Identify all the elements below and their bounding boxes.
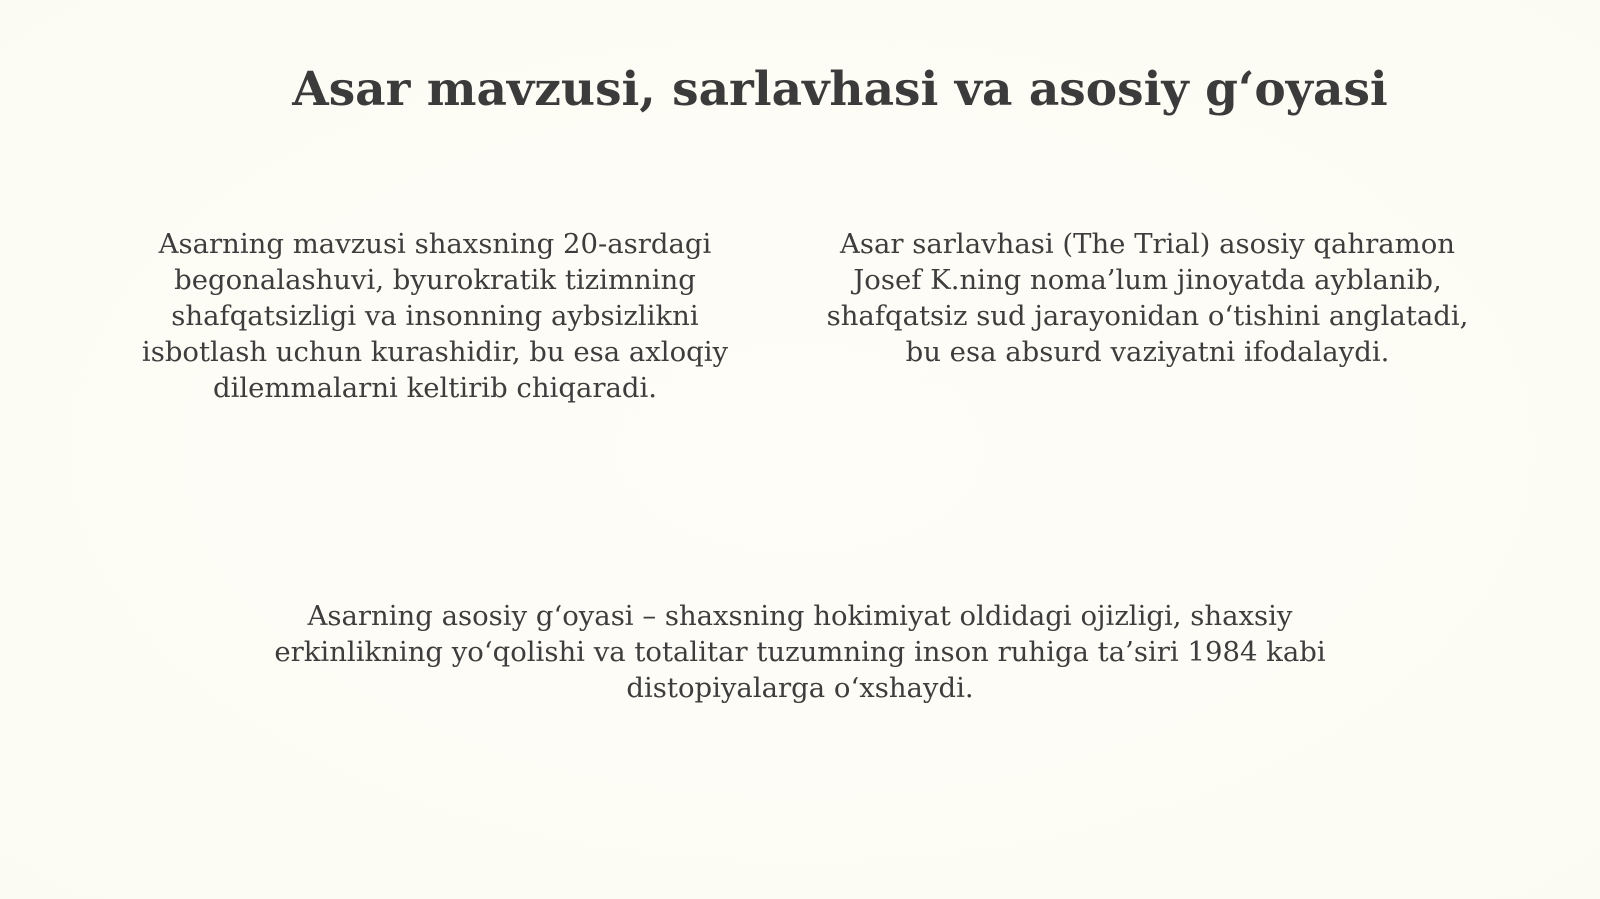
theme-paragraph: Asarning mavzusi shaxsning 20-asrdagi begonalashuvi, byurokratik tizimning shafqatsizligi va insonning aybsizlikni isbotlash uchun kurashidir, bu esa axloqiy dilemmalarni keltirib chiqaradi. <box>141 228 729 404</box>
slide-title: Asar mavzusi, sarlavhasi va asosiy g‘oyasi <box>292 62 1388 117</box>
main-idea-paragraph: Asarning asosiy g‘oyasi – shaxsning hokimiyat oldidagi ojizligi, shaxsiy erkinlikning yo‘qolishi va totalitar tuzumning inson ruhiga ta’siri 1984 kabi distopiyalarga o‘xshaydi. <box>274 600 1326 704</box>
title-meaning-paragraph: Asar sarlavhasi (The Trial) asosiy qahramon Josef K.ning noma’lum jinoyatda ayblanib, shafqatsiz sud jarayonidan o‘tishini anglatadi, bu esa absurd vaziyatni ifodalaydi. <box>826 228 1469 368</box>
